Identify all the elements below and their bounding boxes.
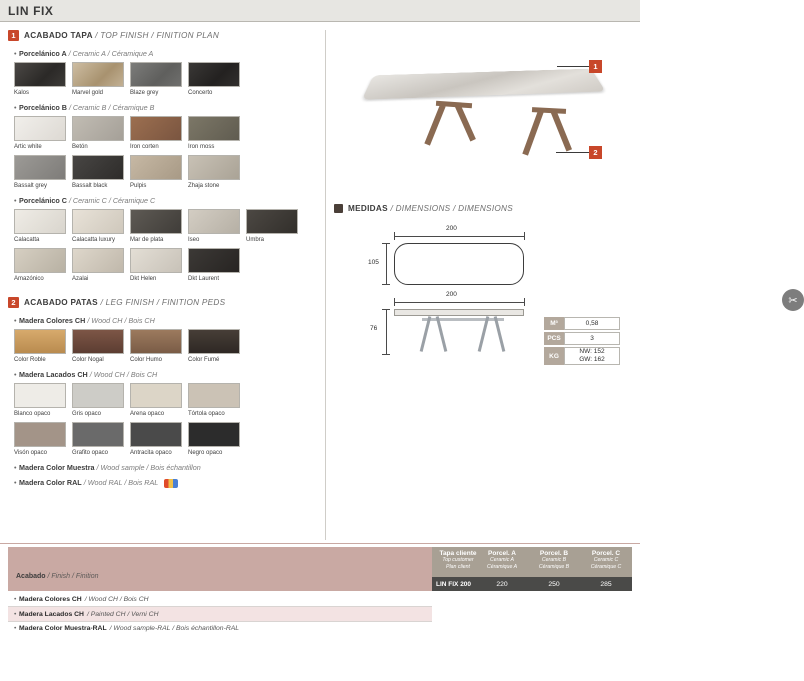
group-label-light: / Wood CH / Bois CH [89,370,158,379]
swatch-calacatta[interactable] [14,209,66,244]
section-title-main: MEDIDAS [348,204,388,213]
front-view-drawing [394,309,524,355]
swatch-iron-corten[interactable] [130,116,182,151]
swatch-chip [130,62,182,87]
swatch-label: Color Nogal [72,357,104,363]
swatch-label: Amazónico [14,276,44,282]
swatch-azalai[interactable] [72,248,124,283]
section-top-finish-header [8,30,317,41]
section-title [348,204,513,213]
price-table-left-light: / Finish / Finition [47,573,99,580]
swatch-label: Concerto [188,90,213,96]
extra-line-bold: Madera Color RAL [19,478,82,487]
swatch-label: Blaze grey [130,90,159,96]
dim-tick [524,232,525,240]
front-view-leg [436,316,448,352]
swatch-chip [188,383,240,408]
section-title-sub: / LEG FINISH / FINITION PEDS [100,298,226,307]
swatch-iron-moss[interactable] [188,116,240,151]
table-leg [550,108,572,151]
swatch-color-fume[interactable] [188,329,240,364]
swatch-label: Kalos [14,90,30,96]
extra-line-bold: Madera Color Muestra [19,463,95,472]
swatch-label: Calacatta luxury [72,237,116,243]
swatch-antracita-opaco[interactable] [130,422,182,457]
table-top-rule [0,543,640,544]
bullet-icon: • [14,196,17,205]
swatch-label: Marvel gold [72,90,104,96]
finish-row-light: / Wood CH / Bois CH [84,596,149,603]
spec-key: KG [544,347,564,365]
spec-row-kg [544,347,632,365]
spec-value: 3 [564,332,620,345]
swatch-label: Negro opaco [188,450,223,456]
swatch-color-nogal[interactable] [72,329,124,364]
group-label-light: / Ceramic B / Céramique B [68,103,155,112]
swatch-label: Zhaja stone [188,183,220,189]
swatch-row [14,422,317,457]
column-sub1: Top customer [442,557,474,563]
swatch-blanco-opaco[interactable] [14,383,66,418]
swatch-bassalt-grey[interactable] [14,155,66,190]
table-leg [522,110,543,155]
swatch-blaze-grey[interactable] [130,62,182,97]
swatch-label: Gris opaco [72,411,102,417]
callout-badge-2: 2 [589,146,602,159]
dim-tick [394,298,395,306]
swatch-row [14,248,317,283]
swatch-chip [130,248,182,273]
swatch-grafito-opaco[interactable] [72,422,124,457]
group-label-bold: Madera Colores CH [19,316,86,325]
front-view-top [394,309,524,316]
swatch-vison-opaco[interactable] [14,422,66,457]
group-label-bold: Porcelánico C [19,196,67,205]
dimension-drawings [334,221,798,371]
finish-row-light: / Painted CH / Verni CH [86,610,159,618]
group-label-light: / Wood CH / Bois CH [87,316,155,325]
swatch-chip [188,155,240,180]
swatch-label: Umbra [246,237,265,243]
swatch-dkt-helen[interactable] [130,248,182,283]
spec-row-volume [544,317,632,330]
swatch-kalos[interactable] [14,62,66,97]
swatch-chip [14,383,66,408]
column-porcel-a [476,550,528,571]
dim-tick [394,232,395,240]
column-sub1: Ceramic A [489,557,515,563]
dim-front-width-label: 200 [446,291,457,298]
swatch-label: Betón [72,144,88,150]
swatch-concerto[interactable] [188,62,240,97]
swatch-chip [130,209,182,234]
section-leg-finish-header [8,297,317,308]
dimensions-block [334,204,798,371]
spec-key: PCS [544,332,564,345]
finish-row-bold: Madera Colores CH [19,596,82,603]
finish-row-colores-ch [8,593,432,607]
swatch-label: Color Humo [130,357,163,363]
swatch-gris-opaco[interactable] [72,383,124,418]
swatch-label: Bassalt grey [14,183,48,189]
section-title-sub: / TOP FINISH / FINITION PLAN [95,31,220,40]
dimensions-header [334,204,632,213]
swatch-zhaja-stone[interactable] [188,155,240,190]
extra-line-light: / Wood sample / Bois échantillon [96,463,201,472]
finish-row-bold: Madera Color Muestra-RAL [19,625,107,632]
bullet-icon: • [14,478,17,487]
swatch-bassalt-black[interactable] [72,155,124,190]
dim-arrow [394,302,524,303]
section-title [24,298,225,307]
swatch-label: Calacatta [14,237,40,243]
extra-line-light: / Wood RAL / Bois RAL [83,478,159,487]
price-table-left-header [8,547,432,591]
swatch-chip [14,329,66,354]
spec-row-pcs [544,332,632,345]
swatch-label: Iseo [188,237,200,243]
swatch-chip [72,62,124,87]
spec-value [564,347,620,365]
group-label-bold: Porcelánico A [19,49,67,58]
bullet-icon: • [14,463,17,472]
swatch-label: Tórtola opaco [188,411,225,417]
price-table [0,543,640,681]
callout-badge-1: 1 [589,60,602,73]
bullet-icon: • [14,316,17,325]
front-view-beam [422,318,504,321]
column-title: Porcel. A [488,550,516,557]
swatch-chip [130,422,182,447]
column-title: Tapa cliente [439,550,477,557]
column-sub1: Ceramic C [593,557,619,563]
front-view-leg [420,316,432,352]
swatch-chip [188,248,240,273]
spec-table [544,294,798,367]
swatch-label: Dkt Laurent [188,276,220,282]
spec-value: 0,58 [564,317,620,330]
finish-row-lacados-ch [8,607,432,621]
swatch-chip [72,155,124,180]
swatch-chip [14,209,66,234]
spec-key: M³ [544,317,564,330]
section-title-main: ACABADO PATAS [24,298,98,307]
swatch-label: Color Fumé [188,357,220,363]
swatch-chip [72,422,124,447]
swatch-chip [14,62,66,87]
spec-value-gw: GW: 162 [579,356,605,363]
section-number-badge: 2 [8,297,19,308]
swatch-chip [14,422,66,447]
group-label-madera-colores [14,316,317,325]
section-number-badge: 1 [8,30,19,41]
group-label-madera-lacados [14,370,317,379]
swatch-chip [188,422,240,447]
swatch-chip [246,209,298,234]
swatch-label: Arena opaco [130,411,165,417]
bullet-icon: • [14,610,17,618]
column-porcel-c [580,550,632,571]
swatch-chip [72,116,124,141]
model-name: LIN FIX 200 [436,580,472,588]
group-label-light: / Ceramic A / Céramique A [68,49,154,58]
dim-arrow [386,309,387,355]
dim-front-height-label: 76 [370,325,378,332]
dim-plan-depth-label: 105 [368,259,379,266]
price-porcel-a: 220 [496,580,508,588]
swatch-tortola-opaco[interactable] [188,383,240,418]
table-leg [454,103,476,142]
finish-row-light: / Wood sample-RAL / Bois échantillon-RAL [109,625,240,632]
extra-line-muestra [14,463,317,472]
swatch-chip [130,155,182,180]
swatch-chip [188,116,240,141]
swatch-row [14,209,317,244]
section-title-main: ACABADO TAPA [24,31,93,40]
column-porcel-b [528,550,580,571]
bullet-icon: • [14,370,17,379]
swatch-label: Azalai [72,276,89,282]
swatch-chip [188,62,240,87]
swatch-label: Pulpis [130,183,147,189]
swatch-label: Blanco opaco [14,411,51,417]
swatch-chip [130,383,182,408]
swatch-color-roble[interactable] [14,329,66,364]
table-top-surface [362,69,606,100]
product-render [334,38,632,190]
spec-value-nw: NW: 152 [579,348,605,355]
dim-tick [382,243,390,244]
table-leg [424,104,445,145]
swatch-row [14,116,317,151]
group-label-bold: Madera Lacados CH [19,370,88,379]
front-view-leg [494,316,506,352]
swatch-chip [14,155,66,180]
column-title: Porcel. C [591,550,621,557]
section-title [24,31,219,40]
swatch-label: Iron moss [188,144,215,150]
swatch-label: Grafito opaco [72,450,109,456]
section-square-icon [334,204,343,213]
group-label-bold: Porcelánico B [19,103,67,112]
column-sub2: Céramique A [486,564,518,570]
group-label-porcelanico-a [14,49,317,58]
ral-palette-icon [164,479,178,488]
dim-plan-width-label: 200 [446,225,457,232]
swatch-chip [14,248,66,273]
swatch-chip [72,209,124,234]
swatch-chip [72,329,124,354]
swatch-row [14,155,317,190]
swatch-calacatta-luxury[interactable] [72,209,124,244]
group-label-porcelanico-b [14,103,317,112]
swatch-marvel-gold[interactable] [72,62,124,97]
swatch-iseo[interactable] [188,209,240,244]
left-column [0,22,325,542]
table-illustration [344,42,629,187]
swatch-chip [130,116,182,141]
group-label-light: / Ceramic C / Céramique C [68,196,156,205]
swatch-label: Visón opaco [14,450,47,456]
group-label-porcelanico-c [14,196,317,205]
bullet-icon: • [14,103,17,112]
swatch-color-humo[interactable] [130,329,182,364]
front-view-leg [478,316,490,352]
swatch-label: Color Roble [14,357,46,363]
swatch-label: Artic white [14,144,42,150]
swatch-row [14,329,317,364]
swatch-label: Antracita opaco [130,450,172,456]
right-column [326,22,798,542]
swatch-pulpis[interactable] [130,155,182,190]
dim-arrow [394,236,524,237]
price-table-left-label [16,573,98,580]
dim-tick [382,309,390,310]
swatch-arena-opaco[interactable] [130,383,182,418]
price-porcel-c: 285 [600,580,612,588]
bullet-icon: • [14,49,17,58]
swatch-label: Bassalt black [72,183,108,189]
column-sub2: Plan client [446,564,470,570]
swatch-amazonico[interactable] [14,248,66,283]
swatch-beton[interactable] [72,116,124,151]
price-porcel-b: 250 [548,580,560,588]
swatch-chip [72,383,124,408]
section-title-sub: / DIMENSIONS / DIMENSIONS [390,204,514,213]
column-sub2: Céramique C [590,564,622,570]
swatch-row [14,62,317,97]
price-row-model [432,577,632,591]
swatch-chip [188,209,240,234]
swatch-dkt-laurent[interactable] [188,248,240,283]
price-table-left-bold: Acabado [16,573,46,580]
swatch-chip [72,248,124,273]
swatch-umbra[interactable] [246,209,298,244]
finish-row-bold: Madera Lacados CH [19,610,84,618]
extra-line-ral [14,478,317,488]
bullet-icon: • [14,625,17,632]
swatch-row [14,383,317,418]
swatch-chip [130,329,182,354]
column-sub1: Ceramic B [541,557,567,563]
swatch-chip [14,116,66,141]
column-title: Porcel. B [539,550,569,557]
swatch-label: Iron corten [130,144,159,150]
dim-arrow [386,243,387,285]
bullet-icon: • [14,596,17,603]
swatch-negro-opaco[interactable] [188,422,240,457]
swatch-chip [188,329,240,354]
scissors-icon: ✂ [782,289,804,311]
finish-row-muestra-ral [8,621,432,635]
page-title: LIN FIX [8,4,54,18]
dim-tick [524,298,525,306]
swatch-artic-white[interactable] [14,116,66,151]
column-sub2: Céramique B [538,564,570,570]
dim-tick [382,284,390,285]
dim-tick [382,354,390,355]
price-table-column-header [432,547,632,577]
price-table-header [8,547,632,591]
plan-view-outline [394,243,524,285]
page-header [0,0,640,22]
swatch-label: Dkt Helen [130,276,157,282]
swatch-mar-de-plata[interactable] [130,209,182,244]
swatch-label: Mar de plata [130,237,164,243]
